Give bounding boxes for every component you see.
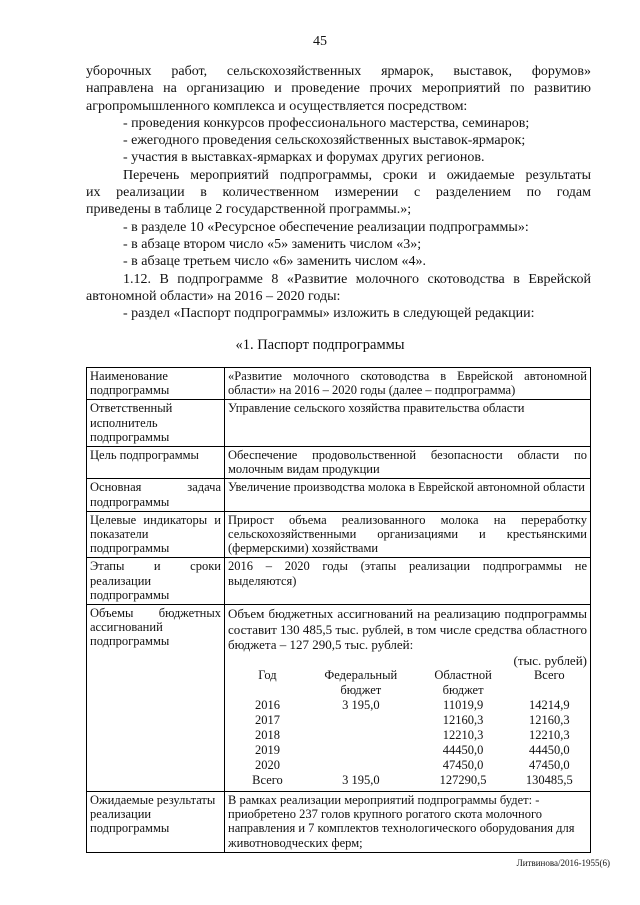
table-row (87, 368, 591, 400)
table-row (87, 605, 591, 792)
row-value: Увеличение производства молока в Еврейской автономной области (225, 479, 591, 511)
paragraph-line: приведены в таблице 2 государственной программы.»; (86, 202, 412, 218)
paragraph-line: автономной области» на 2016 – 2020 годы: (86, 288, 341, 304)
funding-cell-value: Всего (252, 773, 283, 788)
row-value: Прирост объема реализованного молока на переработку сельскохозяйственными организациями и крестьянскими (фермерскими) хозяйствами (225, 511, 591, 558)
row-value: Управление сельского хозяйства правительства области (225, 400, 591, 447)
row-label: Основная задача подпрограммы (87, 479, 225, 511)
paragraph-line: уборочных работ, сельскохозяйственных ярмарок, выставок, форумов» (86, 64, 591, 79)
list-item: - участия в выставках-ярмарках и форумах других регионов. (123, 150, 485, 166)
paragraph-line: Перечень мероприятий подпрограммы, сроки и ожидаемые результаты (123, 167, 591, 183)
row-value: «Развитие молочного скотоводства в Еврейской автономной области» на 2016 – 2020 годы (далее – подпрограмма) (225, 368, 591, 400)
funding-cell-value (307, 743, 415, 758)
funding-cell-value: 14214,9 (528, 698, 570, 713)
funding-cell-value: 2017 (254, 713, 280, 728)
body-text (86, 63, 591, 322)
funding-cell-value (307, 758, 415, 773)
funding-cell-value: 12160,3 (528, 713, 570, 728)
funding-cell-value: 3 195,0 (342, 773, 380, 788)
paragraph-line: 1.12. В подпрограмме 8 «Развитие молочного скотоводства в Еврейской (123, 271, 591, 287)
row-value: 2016 – 2020 годы (этапы реализации подпрограммы не выделяются) (225, 558, 591, 605)
funding-row (228, 743, 587, 758)
funding-cell-value: 44450,0 (442, 743, 484, 758)
table-row (87, 792, 591, 853)
row-label: Объемы бюджетных ассигнований подпрограммы (87, 605, 225, 792)
paragraph-line: их реализации в количественном измерении с разделением по годам (86, 185, 591, 201)
row-value: Обеспечение продовольственной безопасности области по молочным видам продукции (225, 447, 591, 479)
funding-row (228, 698, 587, 713)
funding-total-row (228, 773, 587, 788)
paragraph-line: направлена на организацию и проведение прочих мероприятий по развитию (86, 81, 591, 97)
funding-cell-value: 127290,5 (439, 773, 487, 788)
funding-cell-value: 2020 (254, 758, 280, 773)
funding-cell-value: 2018 (254, 728, 280, 743)
funding-units: (тыс. рублей) (513, 652, 587, 668)
row-label: Наименование подпрограммы (87, 368, 225, 400)
funding-cell-value: 130485,5 (525, 773, 573, 788)
table-row (87, 558, 591, 605)
list-item: - в разделе 10 «Ресурсное обеспечение реализации подпрограммы»: (123, 219, 529, 235)
funding-table (228, 668, 587, 788)
funding-header: Областной бюджет (434, 668, 492, 698)
row-label: Ожидаемые результаты реализации подпрограммы (87, 792, 225, 853)
table-row (87, 447, 591, 479)
paragraph-line: агропромышленного комплекса и осуществляется посредством: (86, 98, 468, 114)
funding-cell-value: 2016 (254, 698, 280, 713)
funding-cell-value: 47450,0 (528, 758, 570, 773)
funding-cell-value: 11019,9 (443, 698, 484, 713)
row-label: Ответственный исполнитель подпрограммы (87, 400, 225, 447)
list-item: - ежегодного проведения сельскохозяйственных выставок-ярмарок; (123, 133, 526, 149)
funding-header-row (228, 668, 587, 698)
list-item: - в абзаце втором число «5» заменить числом «3»; (123, 236, 422, 252)
row-value: В рамках реализации мероприятий подпрограммы будет: - приобретено 237 голов крупного рогатого скота молочного направления и 7 комплектов технологического оборудования для животноводческих ферм; (225, 792, 591, 853)
list-item: - раздел «Паспорт подпрограммы» изложить в следующей редакции: (123, 306, 535, 322)
list-item: - проведения конкурсов профессионального мастерства, семинаров; (123, 115, 530, 131)
footer-code: Литвинова/2016-1955(6) (516, 858, 610, 868)
funding-cell (225, 605, 591, 792)
row-label: Цель подпрограммы (87, 447, 225, 479)
funding-cell-value: 12160,3 (442, 713, 484, 728)
page-number: 45 (313, 34, 327, 49)
row-label: Целевые индикаторы и показатели подпрограммы (87, 511, 225, 558)
funding-cell-value: 2019 (254, 743, 280, 758)
list-item: - в абзаце третьем число «6» заменить числом «4». (123, 254, 427, 270)
table-row (87, 511, 591, 558)
table-row (87, 479, 591, 511)
funding-cell-value (307, 728, 415, 743)
funding-cell-value: 3 195,0 (342, 698, 380, 713)
funding-cell-value (307, 713, 415, 728)
section-title: «1. Паспорт подпрограммы (235, 337, 405, 353)
funding-cell-value: 47450,0 (442, 758, 484, 773)
table-row (87, 400, 591, 447)
funding-intro: Объем бюджетных ассигнований на реализацию подпрограммы составит 130 485,5 тыс. рублей, в том числе средства областного бюджета – 127 290,5 тыс. рублей: (228, 606, 587, 653)
funding-row (228, 713, 587, 728)
funding-row (228, 758, 587, 773)
funding-row (228, 728, 587, 743)
row-label: Этапы и сроки реализации подпрограммы (87, 558, 225, 605)
funding-header: Всего (533, 668, 565, 683)
passport-table (86, 367, 591, 853)
funding-header: Федеральный бюджет (324, 668, 398, 698)
funding-header: Год (258, 668, 277, 683)
funding-cell-value: 12210,3 (528, 728, 570, 743)
funding-cell-value: 44450,0 (528, 743, 570, 758)
funding-cell-value: 12210,3 (442, 728, 484, 743)
